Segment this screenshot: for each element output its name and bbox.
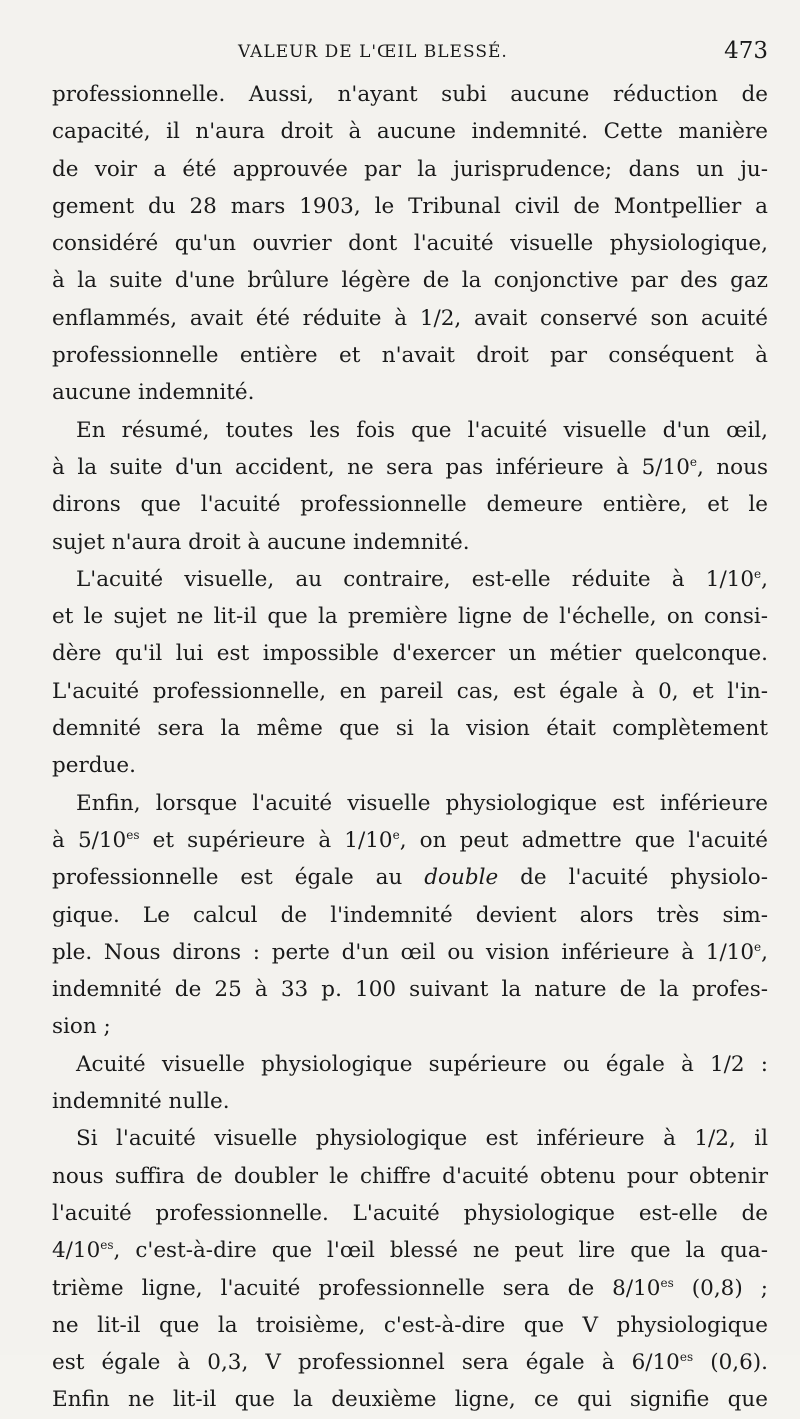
superscript: es <box>126 827 140 842</box>
line-text: aucune indemnité. <box>52 380 255 406</box>
text-line <box>52 225 768 262</box>
text-line <box>52 1344 768 1381</box>
line-text: nous suffira de doubler le chiffre d'acuité obtenu pour obtenir <box>52 1163 768 1189</box>
text-line <box>52 1270 768 1307</box>
text-line <box>52 971 768 1008</box>
line-text: professionnelle est égale au <box>52 865 425 891</box>
line-text: gique. Le calcul de l'indemnité devient alors très sim- <box>52 902 768 928</box>
line-text: L'acuité professionnelle, en pareil cas, est égale à 0, et l'in- <box>52 678 768 704</box>
line-text-continued: (0,8) ; <box>673 1275 768 1301</box>
page-number: 473 <box>724 38 768 64</box>
running-title: VALEUR DE L'ŒIL BLESSÉ. <box>238 42 508 62</box>
line-text: indemnité nulle. <box>52 1089 230 1115</box>
superscript: e <box>754 566 762 581</box>
text-line <box>52 1232 768 1269</box>
text-line <box>52 524 768 561</box>
line-text: Enfin, lorsque l'acuité visuelle physiologique est inférieure <box>76 790 768 816</box>
text-line <box>52 934 768 971</box>
text-line <box>52 449 768 486</box>
line-text: à la suite d'une brûlure légère de la conjonctive par des gaz <box>52 268 768 294</box>
line-text: et le sujet ne lit-il que la première ligne de l'échelle, on consi- <box>52 604 768 630</box>
line-text: capacité, il n'aura droit à aucune indemnité. Cette manière <box>52 119 768 145</box>
text-line <box>52 859 768 896</box>
line-text: indemnité de 25 à 33 p. 100 suivant la nature de la profes- <box>52 977 768 1003</box>
line-text: En résumé, toutes les fois que l'acuité visuelle d'un œil, <box>76 417 768 443</box>
text-line <box>52 188 768 225</box>
text-line <box>52 897 768 934</box>
line-text: ne lit-il que la troisième, c'est-à-dire que V physiologique <box>52 1312 768 1338</box>
line-text: Acuité visuelle physiologique supérieure ou égale à 1/2 : <box>76 1051 768 1077</box>
line-text: dirons que l'acuité professionnelle demeure entière, et le <box>52 492 768 518</box>
line-text-continued: (0,6). <box>693 1350 768 1376</box>
line-text: sion ; <box>52 1014 111 1040</box>
text-line <box>52 710 768 747</box>
text-line <box>52 1008 768 1045</box>
text-line <box>52 374 768 411</box>
text-line <box>52 785 768 822</box>
line-text: est égale à 0,3, V professionnel sera égale à 6/10 <box>52 1350 680 1376</box>
line-text-continued: , on peut admettre que l'acuité <box>399 827 768 853</box>
superscript: e <box>392 827 400 842</box>
line-text-continued: , c'est-à-dire que l'œil blessé ne peut lire que la qua- <box>113 1238 768 1264</box>
line-text: sujet n'aura droit à aucune indemnité. <box>52 529 470 555</box>
text-line <box>52 747 768 784</box>
line-text-continued: , <box>761 566 768 592</box>
text-line <box>52 300 768 337</box>
page-body-text <box>52 76 768 1419</box>
line-text: l'acuité professionnelle. L'acuité physiologique est-elle de <box>52 1200 768 1226</box>
line-text-continued: , nous <box>696 454 768 480</box>
line-text: Enfin ne lit-il que la deuxième ligne, ce qui signifie que <box>52 1387 768 1413</box>
line-text: considéré qu'un ouvrier dont l'acuité visuelle physiologique, <box>52 231 768 257</box>
text-line <box>52 1195 768 1232</box>
superscript: es <box>679 1349 694 1364</box>
emphasis-text: double <box>424 865 499 891</box>
text-line <box>52 151 768 188</box>
line-text: trième ligne, l'acuité professionnelle sera de 8/10 <box>52 1275 661 1301</box>
line-text: ple. Nous dirons : perte d'un œil ou vision inférieure à 1/10 <box>52 939 755 965</box>
line-text: Si l'acuité visuelle physiologique est inférieure à 1/2, il <box>76 1126 768 1152</box>
line-text: gement du 28 mars 1903, le Tribunal civil de Montpellier a <box>52 193 768 219</box>
text-line <box>52 337 768 374</box>
text-line <box>52 113 768 150</box>
line-text: 4/10 <box>52 1238 101 1264</box>
text-line <box>52 262 768 299</box>
line-text: demnité sera la même que si la vision était complètement <box>52 716 768 742</box>
line-text: de voir a été approuvée par la jurisprudence; dans un ju- <box>52 156 768 182</box>
text-line <box>52 598 768 635</box>
line-text: dère qu'il lui est impossible d'exercer un métier quelconque. <box>52 641 768 667</box>
text-line <box>52 1307 768 1344</box>
text-line <box>52 412 768 449</box>
line-text: à la suite d'un accident, ne sera pas inférieure à 5/10 <box>52 454 690 480</box>
text-line <box>52 1046 768 1083</box>
text-line <box>52 561 768 598</box>
text-line <box>52 635 768 672</box>
line-text: enflammés, avait été réduite à 1/2, avait conservé son acuité <box>52 305 768 331</box>
line-text: L'acuité visuelle, au contraire, est-elle réduite à 1/10 <box>76 566 755 592</box>
line-text-continued: , <box>761 939 768 965</box>
text-line <box>52 1158 768 1195</box>
page-header <box>52 38 768 72</box>
text-line <box>52 1083 768 1120</box>
superscript: e <box>689 454 697 469</box>
text-line <box>52 673 768 710</box>
line-text: à 5/10 <box>52 827 127 853</box>
line-text: professionnelle entière et n'avait droit par conséquent à <box>52 343 768 369</box>
superscript: e <box>754 939 762 954</box>
superscript: es <box>100 1238 114 1253</box>
text-line <box>52 1120 768 1157</box>
text-line <box>52 76 768 113</box>
text-line <box>52 486 768 523</box>
text-line <box>52 1381 768 1418</box>
superscript: es <box>660 1275 674 1290</box>
line-text: professionnelle. Aussi, n'ayant subi aucune réduction de <box>52 82 768 107</box>
line-text-continued: et supérieure à 1/10 <box>139 827 393 853</box>
line-text-continued: de l'acuité physiolo- <box>498 865 769 891</box>
text-line <box>52 822 768 859</box>
line-text: perdue. <box>52 753 136 779</box>
